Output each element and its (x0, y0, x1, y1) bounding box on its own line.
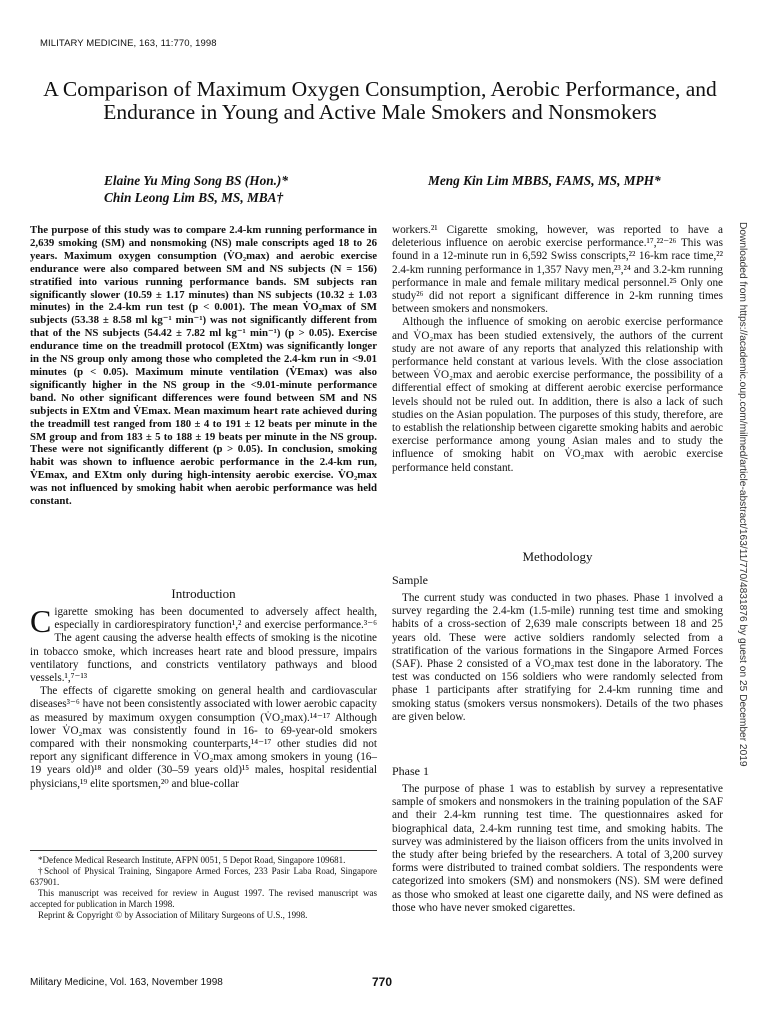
journal-citation: MILITARY MEDICINE, 163, 11:770, 1998 (40, 38, 217, 49)
methodology-heading: Methodology (522, 549, 593, 564)
sample-paragraph: The current study was conducted in two phases. Phase 1 involved a survey regarding the 2.4-km (1.5-mile) running test time and smoking habits of a cross-section of 2,639 male conscripts between 18 and 25 years old. These were active soldiers randomly selected from a stratification of the various formations in the Singapore Armed Forces (SAF). Phase 2 consisted of a V̇O₂max test done in the laboratory. The test was conducted on 156 soldiers who were randomly selected from phase 1 participants after stratifying for 2.4-km running time and smoking status (smokers versus nonsmokers). Details of the two phases are given below. (392, 592, 723, 723)
author-meng: Meng Kin Lim MBBS, FAMS, MS, MPH* (428, 173, 661, 188)
abstract: The purpose of this study was to compare 2.4-km running performance in 2,639 smoking (SM) and nonsmoking (NS) male conscripts aged 18 to 26 years. Maximum oxygen consumption (V̇O₂max) and aerobic exercise endurance were also compared between SM and NS subjects (N = 156) stratified into various running performance bands. SM subjects ran significantly slower (10.59 ± 1.17 minutes) than NS subjects (10.32 ± 1.03 minutes) in the 2.4-km run test (p < 0.001). The mean V̇O₂max of SM subjects (53.38 ± 8.58 ml kg⁻¹ min⁻¹) was not significantly different from that of the NS subjects (54.42 ± 7.82 ml kg⁻¹ min⁻¹) (p > 0.05). Exercise endurance time on the treadmill protocol (EXtm) was significantly longer in the NS group only among those who completed the 2.4-km run in <9.01 minutes (p < 0.05). Maximum minute ventilation (V̇Emax) was also significantly higher in the NS group in the <9.01-minute performance band. No other significant differences were found between SM and NS subjects in EXtm and V̇Emax. Mean maximum heart rate achieved during the treadmill test ranged from 180 ± 4 to 191 ± 12 beats per minute in the SM group and from 183 ± 5 to 188 ± 19 beats per minute in the NS group. These were not significantly different (p > 0.05). In conclusion, smoking habit was shown to influence aerobic performance in the 2.4-km run, V̇Emax, and EXtm only during high-intensity aerobic exercise. V̇O₂max was not influenced by smoking habit when aerobic performance was held constant. (30, 224, 377, 508)
author-chin: Chin Leong Lim BS, MS, MBA† (104, 189, 284, 205)
footnote-affiliation-1: *Defence Medical Research Institute, AFPN 0051, 5 Depot Road, Singapore 109681. (38, 855, 346, 865)
introduction-body (30, 603, 377, 791)
download-watermark (736, 222, 750, 767)
phase1-heading: Phase 1 (392, 764, 429, 778)
author-song: Elaine Yu Ming Song BS (Hon.)* (104, 173, 289, 188)
footnote-copyright: Reprint & Copyright © by Association of Military Surgeons of U.S., 1998. (38, 910, 308, 920)
footnote-received: This manuscript was received for review in August 1997. The revised manuscript was accepted for publication in March 1998. (30, 888, 377, 909)
phase1-body (392, 783, 723, 915)
intro-paragraph-1 (30, 603, 377, 685)
authors-right (428, 173, 661, 190)
download-note: Downloaded from https://academic.oup.com/milmed/article-abstract/163/11/770/4831876 by guest on 25 December 2019 (737, 222, 748, 767)
intro-p1-text: igarette smoking has been documented to adversely affect health, especially in cardiorespiratory function¹,² and exercise performance.³⁻⁶ The agent causing the adverse health effects of smoking is the nicotine in tobacco smoke, which increases heart rate and blood pressure, impairs ventilatory functions, and constricts ventilatory pathways and blood vessels.¹,⁷⁻¹³ (30, 606, 377, 685)
phase1-paragraph: The purpose of phase 1 was to establish by survey a representative sample of smokers and nonsmokers in the training population of the SAF and their 2.4-km running test time. The questionnaires asked for biographical data, 2.4-km running test time, and smoking habits. The survey was administered by the liaison officers from the units involved in the study after being briefed by the researchers. A total of 3,200 survey forms were distributed to trained combat soldiers. The respondents were categorized into smokers (SM) and nonsmokers (NS). SM were defined as those who smoked at least one cigarette daily, and NS were defined as those who have never smoked cigarettes. (392, 783, 723, 914)
footnotes (30, 850, 377, 921)
page-number: 770 (372, 975, 393, 989)
footer-journal: Military Medicine, Vol. 163, November 1998 (30, 977, 223, 988)
footnote-rule (30, 850, 377, 851)
right-paragraph-1: workers.²¹ Cigarette smoking, however, was reported to have a deleterious influence on aerobic exercise performance.¹⁷,²²⁻²⁶ This was found in a 12-minute run in 6,592 Swiss conscripts,²² 16-km race time,²² 2.4-km running performance in 1,357 Navy men,²³,²⁴ and 3.2-km running performance in male and female military medical personnel.²⁵ Only one study²⁶ did not report a significant difference in 2-km running times between smokers and nonsmokers. (392, 224, 723, 316)
sample-heading: Sample (392, 573, 428, 587)
right-column-intro (392, 224, 723, 475)
intro-paragraph-2: The effects of cigarette smoking on general health and cardiovascular diseases³⁻⁶ have not been consistently associated with lower aerobic capacity as measured by maximum oxygen consumption (V̇O₂max).¹⁴⁻¹⁷ Although lower V̇O₂max was consistently found in 16- to 69-year-old smokers compared with their nonsmoking counterparts,¹⁴⁻¹⁷ other studies did not report any significant difference in V̇O₂max among smokers in young (16–19 years old)¹⁸ and older (30–59 years old)¹⁵ males, hospital residential physicians,¹⁹ elite sportsmen,²⁰ and blue-collar (30, 685, 377, 790)
article-title: A Comparison of Maximum Oxygen Consumption, Aerobic Performance, and Endurance in Young and Active Male Smokers and Nonsmokers (43, 77, 717, 124)
introduction-heading: Introduction (171, 586, 236, 601)
authors-left (104, 173, 288, 206)
footnote-affiliation-2: †School of Physical Training, Singapore Armed Forces, 233 Pasir Laba Road, Singapore 637901. (30, 866, 377, 887)
sample-body (392, 592, 723, 724)
right-paragraph-2: Although the influence of smoking on aerobic exercise performance and V̇O₂max has been studied extensively, the authors of the current study are not aware of any reports that analyzed this relationship with performance held constant at various levels. With the close association between V̇O₂max and aerobic exercise performance, the possibility of a differential effect of smoking at different aerobic exercise performance levels should not be ruled out. In addition, there is also a lack of such studies on the Asian population. The purposes of this study, therefore, are to establish the relationship between cigarette smoking habits and aerobic exercise performance among young Asian males and to study the influence of smoking habit on V̇O₂max with aerobic exercise performance held constant. (392, 316, 723, 474)
dropcap: C (30, 603, 52, 639)
